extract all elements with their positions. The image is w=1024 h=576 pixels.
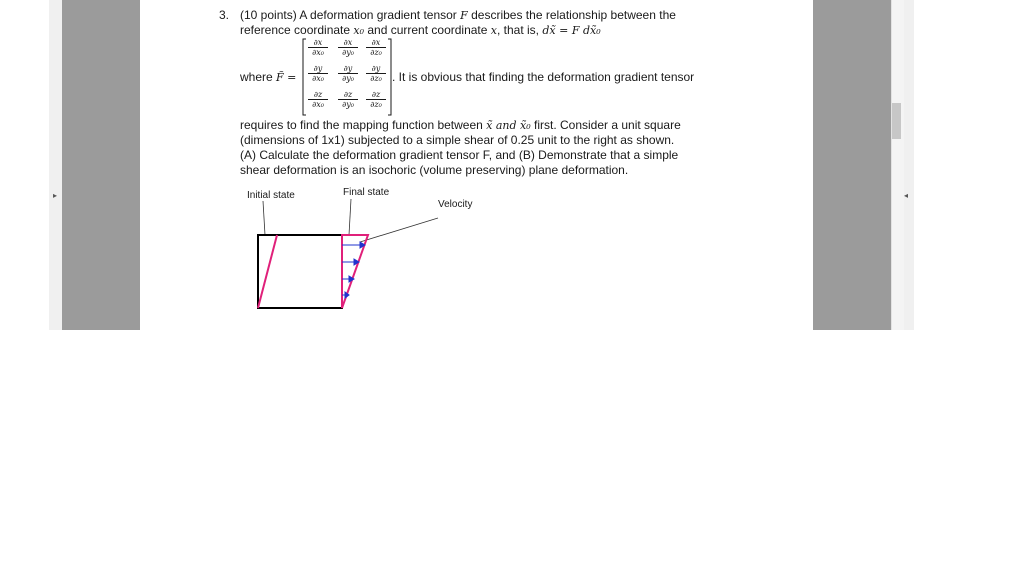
matrix-denominator: ∂x₀ bbox=[312, 74, 324, 83]
matrix-numerator: ∂x bbox=[366, 38, 386, 48]
matrix-denominator: ∂z₀ bbox=[370, 100, 382, 109]
matrix-numerator: ∂x bbox=[308, 38, 328, 48]
problem-line-4 bbox=[240, 118, 681, 133]
math-equation: dx̃ = F dx̃₀ bbox=[542, 24, 601, 37]
math-var-F-tilde: F̃ = bbox=[276, 71, 297, 84]
math-var-F: F bbox=[460, 9, 468, 22]
right-gutter bbox=[813, 0, 891, 330]
deformation-matrix bbox=[302, 38, 392, 116]
text-segment: (10 points) A deformation gradient tensor bbox=[240, 8, 461, 22]
problem-line-7: shear deformation is an isochoric (volume preserving) plane deformation. bbox=[240, 163, 629, 177]
matrix-denominator: ∂y₀ bbox=[342, 100, 354, 109]
text-segment: requires to find the mapping function between bbox=[240, 118, 487, 132]
problem-number: 3. bbox=[219, 8, 230, 22]
matrix-denominator: ∂x₀ bbox=[312, 48, 324, 57]
velocity-leader-line bbox=[360, 218, 438, 242]
problem-line-2 bbox=[240, 23, 601, 38]
matrix-numerator: ∂z bbox=[366, 90, 386, 100]
final-leader-line bbox=[349, 199, 351, 235]
text-segment: describes the relationship between the bbox=[467, 8, 676, 22]
matrix-entry bbox=[308, 38, 328, 57]
caret-right-icon[interactable]: ◂ bbox=[904, 191, 909, 200]
math-var-x0: x₀ bbox=[353, 24, 365, 37]
shear-figure bbox=[240, 185, 500, 325]
matrix-entry bbox=[338, 64, 358, 83]
matrix-denominator: ∂z₀ bbox=[370, 48, 382, 57]
text-segment: reference coordinate bbox=[240, 23, 354, 37]
matrix-denominator: ∂y₀ bbox=[342, 48, 354, 57]
problem-line-1 bbox=[240, 8, 676, 23]
where-line bbox=[240, 70, 296, 85]
problem-line-6: (A) Calculate the deformation gradient tensor F, and (B) Demonstrate that a simple bbox=[240, 148, 679, 162]
initial-square bbox=[258, 235, 342, 308]
matrix-entry bbox=[308, 64, 328, 83]
after-matrix-text: . It is obvious that finding the deformation gradient tensor bbox=[392, 70, 695, 84]
matrix-entry bbox=[338, 90, 358, 109]
matrix-numerator: ∂y bbox=[308, 64, 328, 74]
vertical-scrollbar[interactable] bbox=[891, 0, 904, 330]
text-segment: first. Consider a unit square bbox=[530, 118, 681, 132]
final-state-label: Final state bbox=[343, 187, 390, 198]
matrix-numerator: ∂z bbox=[338, 90, 358, 100]
matrix-entry bbox=[338, 38, 358, 57]
matrix-denominator: ∂z₀ bbox=[370, 74, 382, 83]
matrix-numerator: ∂x bbox=[338, 38, 358, 48]
matrix-denominator: ∂x₀ bbox=[312, 100, 324, 109]
text-segment: and current coordinate bbox=[364, 23, 491, 37]
matrix-entry bbox=[366, 90, 386, 109]
caret-left-icon[interactable]: ▸ bbox=[53, 191, 58, 200]
matrix-numerator: ∂z bbox=[308, 90, 328, 100]
velocity-label: Velocity bbox=[438, 199, 473, 210]
left-gutter bbox=[62, 0, 140, 330]
matrix-numerator: ∂y bbox=[338, 64, 358, 74]
initial-state-label: Initial state bbox=[247, 190, 295, 201]
text-segment: , that is, bbox=[497, 23, 543, 37]
matrix-entry bbox=[366, 64, 386, 83]
initial-leader-line bbox=[263, 201, 265, 235]
matrix-denominator: ∂y₀ bbox=[342, 74, 354, 83]
matrix-numerator: ∂y bbox=[366, 64, 386, 74]
math-var-x: x bbox=[490, 24, 497, 37]
matrix-entry bbox=[308, 90, 328, 109]
scrollbar-thumb[interactable] bbox=[892, 103, 901, 139]
initial-shear-line bbox=[258, 235, 277, 308]
matrix-entry bbox=[366, 38, 386, 57]
text-segment: where bbox=[240, 70, 277, 84]
problem-line-5: (dimensions of 1x1) subjected to a simple shear of 0.25 unit to the right as shown. bbox=[240, 133, 675, 147]
math-mapping-vars: x̃ and x̃₀ bbox=[486, 119, 531, 132]
